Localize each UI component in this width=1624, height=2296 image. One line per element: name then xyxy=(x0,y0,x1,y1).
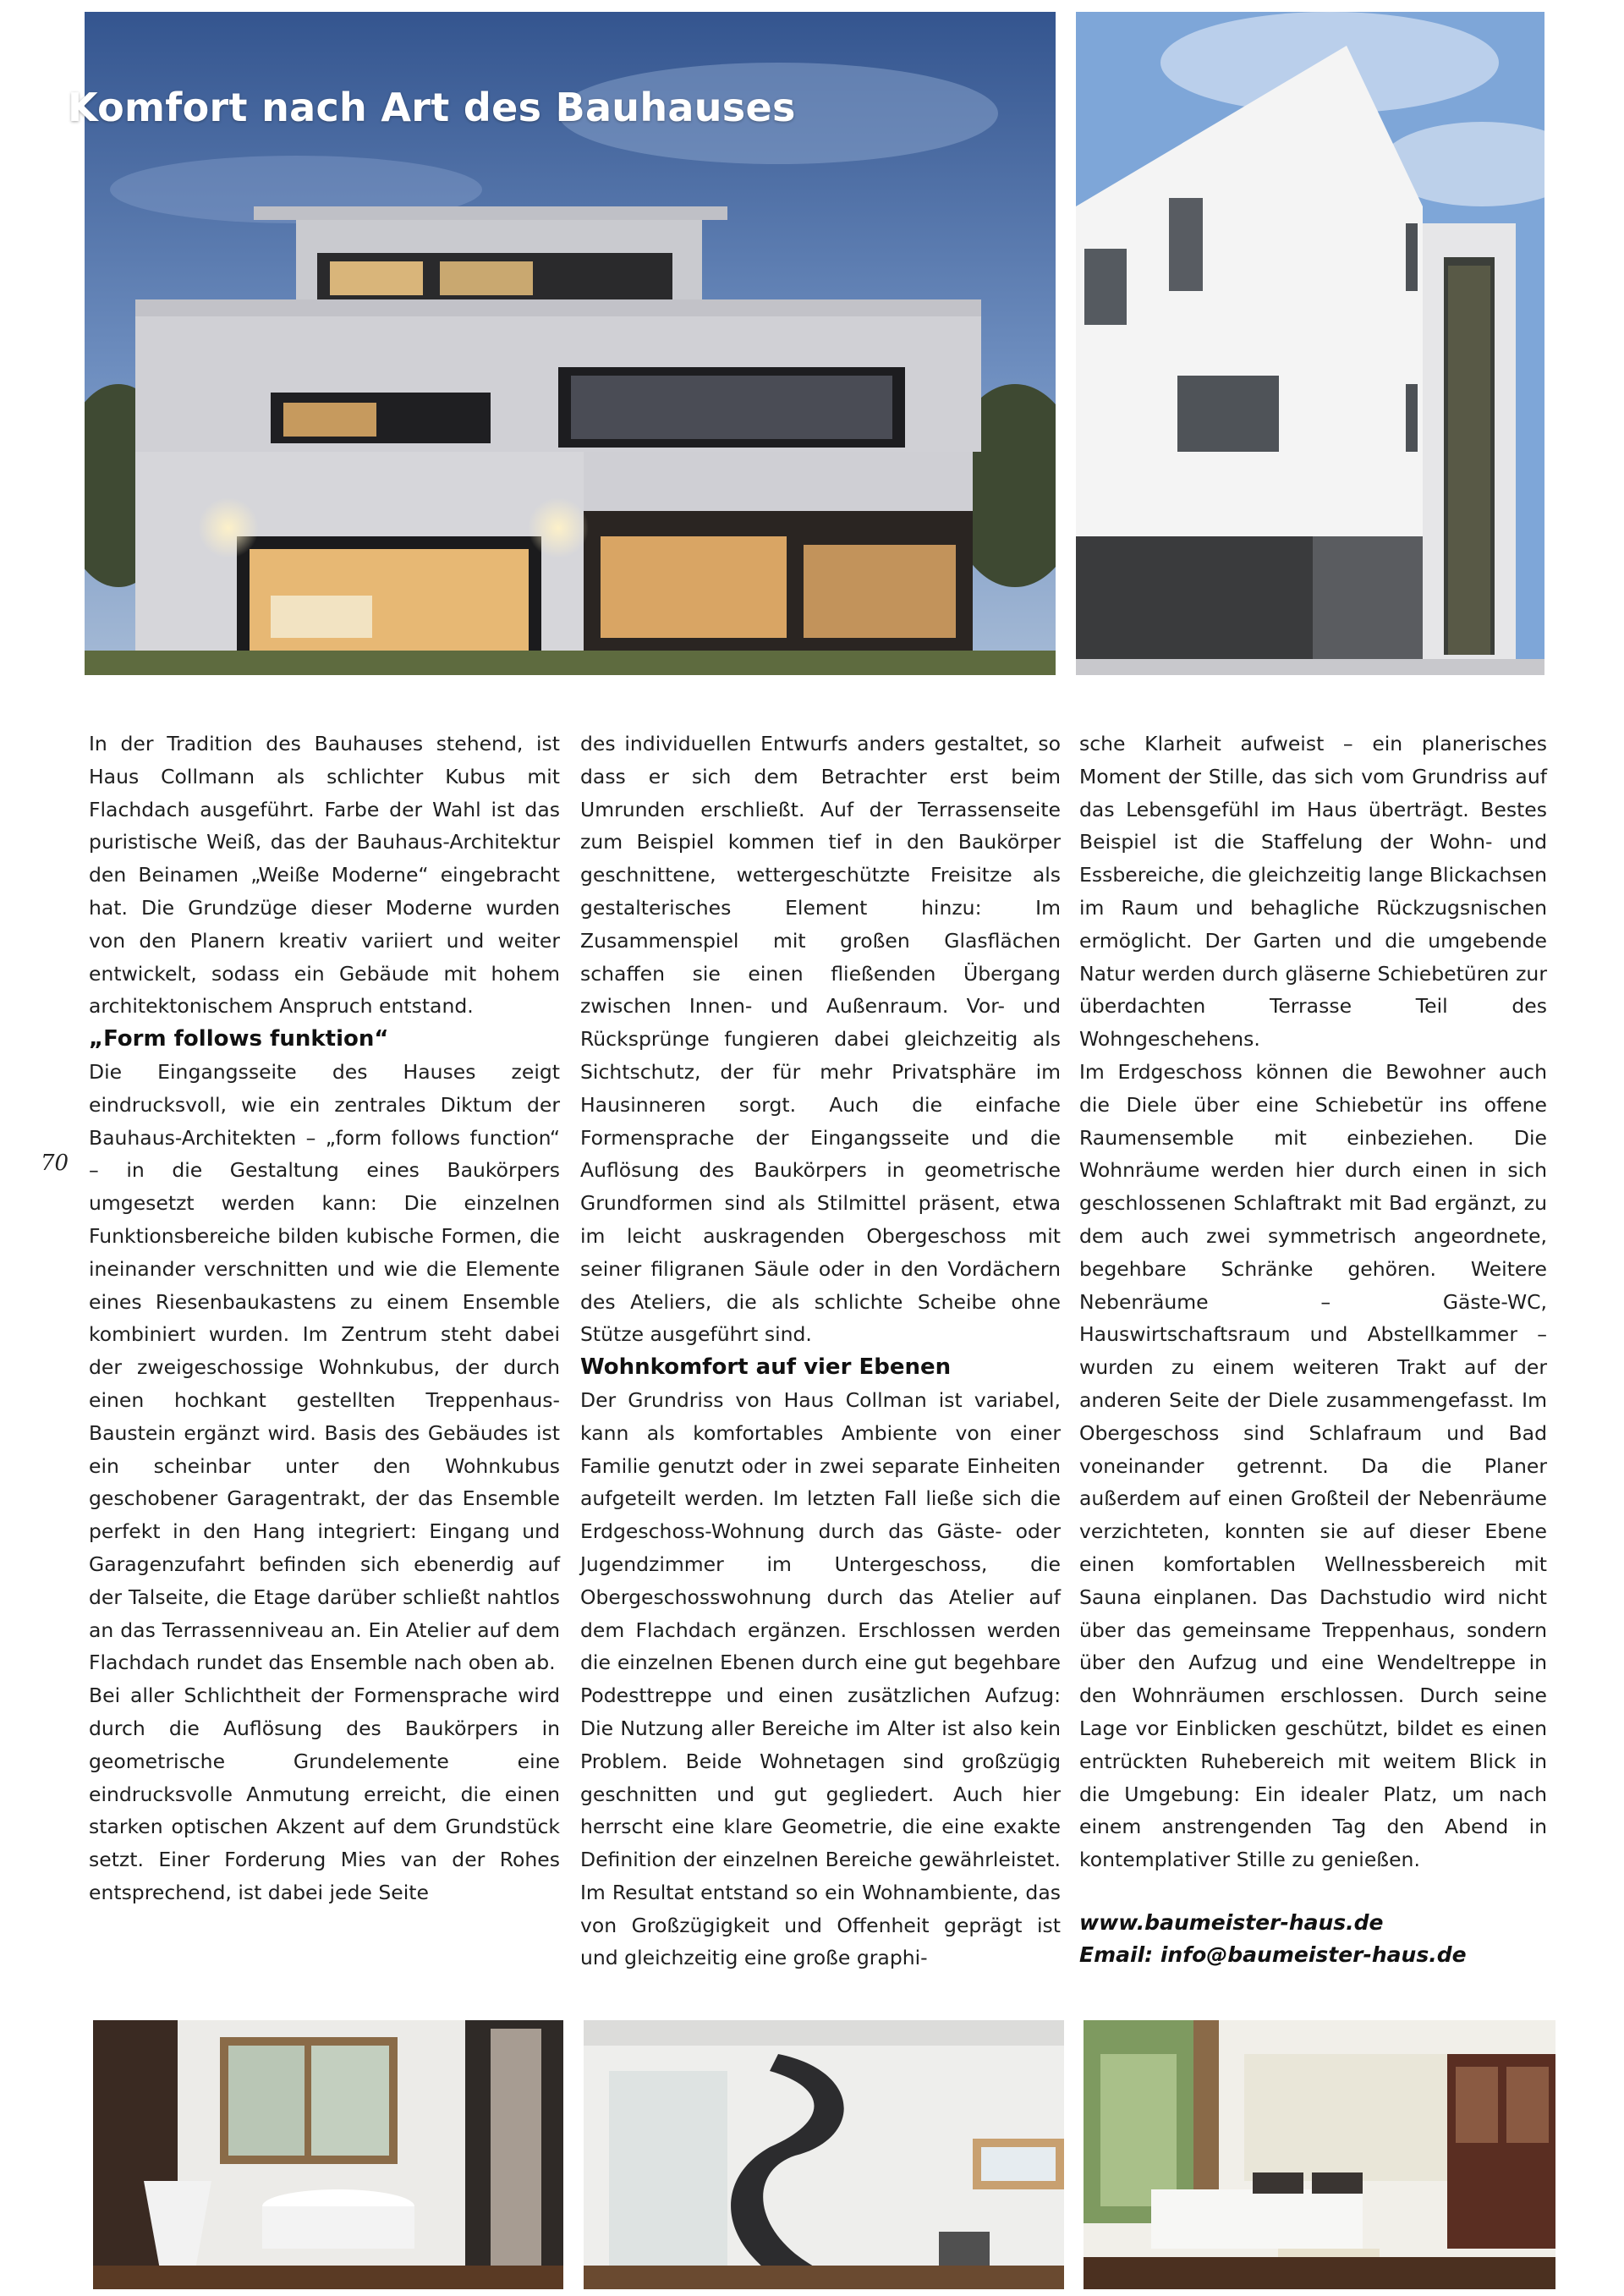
page-number: 70 xyxy=(41,1151,69,1176)
bathroom-photo xyxy=(93,2020,563,2289)
text-column-3 xyxy=(1079,728,1547,1971)
paragraph: Bei aller Schlichtheit der Formensprache wird durch die Auflösung des Baukörpers in geometrische Grundelemente eine eindrucksvolle Anmutung erreicht, die einen starken optischen Akzent auf dem Grundstück setzt. Einer Forderung Mies van der Rohes entsprechend, ist dabei jede Seite xyxy=(89,1684,560,1904)
email-link[interactable]: Email: info@baumeister-haus.de xyxy=(1079,1942,1467,1967)
living-room-image xyxy=(1084,2020,1555,2289)
paragraph: Im Erdgeschoss können die Bewohner auch die Diele über eine Schiebetür ins offene Raumensemble mit einbeziehen. Die Wohnräume werden hier durch einen in sich geschlossenen Schlaftrakt mit Bad ergänzt, zu dem auch zwei symmetrisch angeordnete, begehbare Schränke gehören. Weitere Nebenräume – Gäste-WC, Hauswirtschaftsraum und Abstellkammer – wurden zu einem weiteren Trakt auf der anderen Seite der Diele zusammengefasst. Im Obergeschoss sind Schlafraum und Bad voneinander getrennt. Da die Planer außerdem auf einen Großteil der Nebenräume verzichteten, konnten sie auf dieser Ebene einen komfortablen Wellnessbereich mit Sauna einplanen. Das Dachstudio wird nicht über das gemeinsame Treppenhaus, sondern über den Aufzug und eine Wendeltreppe in den Wohnräumen erschlossen. Durch seine Lage vor Einblicken geschützt, bildet es einen entrückten Ruhebereich mit weitem Blick in die Umgebung: Ein idealer Platz, um nach einem anstrengenden Tag den Abend in kontemplativer Stille zu genießen. xyxy=(1079,1059,1547,1872)
article-title: Komfort nach Art des Bauhauses xyxy=(68,85,796,130)
white-facade-image xyxy=(1076,12,1544,675)
side-photo xyxy=(1076,12,1544,675)
staircase-photo xyxy=(584,2020,1064,2289)
bathroom-image xyxy=(93,2020,563,2289)
text-column-1 xyxy=(89,728,560,1909)
paragraph: Der Grundriss von Haus Collman ist variabel, kann als komfortables Ambiente von einer Familie genutzt oder in zwei separate Einheiten aufgeteilt werden. Im letzten Fall ließe sich die Erdgeschoss-Wohnung durch das Gäste- oder Jugendzimmer im Untergeschoss, die Obergeschosswohnung durch das Atelier auf dem Flachdach ergänzen. Erschlossen werden die einzelnen Ebenen durch eine gut begehbare Podesttreppe und einen zusätzlichen Aufzug: Die Nutzung aller Bereiche im Alter ist also kein Problem. Beide Wohnetagen sind großzügig geschnitten und gut gegliedert. Auch hier herrscht eine klare Geometrie, die eine exakte Definition der einzelnen Bereiche gewährleistet. Im Resultat entstand so ein Wohnambiente, das von Großzügigkeit und Offenheit geprägt ist und gleichzeitig eine große graphi- xyxy=(580,1387,1061,1970)
website-link[interactable]: www.baumeister-haus.de xyxy=(1079,1909,1384,1935)
paragraph: In der Tradition des Bauhauses stehend, ist Haus Collmann als schlichter Kubus mit Flachdach ausgeführt. Farbe der Wahl ist das puristische Weiß, das der Bauhaus-Architektur den Beinamen „Weiße Moderne“ eingebracht hat. Die Grundzüge dieser Moderne wurden von den Planern kreativ variiert und weiter entwickelt, sodass ein Gebäude mit hohem architektonischem Anspruch entstand. xyxy=(89,732,560,1019)
contact-block xyxy=(1079,1907,1547,1971)
spiral-staircase-image xyxy=(584,2020,1064,2289)
subheading: „Form follows funktion“ xyxy=(89,1026,389,1052)
paragraph: des individuellen Entwurfs anders gestaltet, so dass er sich dem Betrachter erst beim Umrunden erschließt. Auf der Terrassenseite zum Beispiel kommen tief in den Baukörper geschnittene, wettergeschützte Freisitze als gestalterisches Element hinzu: Im Zusammenspiel mit großen Glasflächen schaffen sie einen fließenden Übergang zwischen Innen- und Außenraum. Vor- und Rücksprünge fungieren dabei gleichzeitig als Sichtschutz, der für mehr Privatsphäre im Hausinneren sorgt. Auch die einfache Formensprache der Eingangsseite und die Auflösung des Baukörpers in geometrische Grundformen sind als Stilmittel präsent, etwa im leicht auskragenden Obergeschoss mit seiner filigranen Säule oder in den Vordächern des Ateliers, die als schlichte Scheibe ohne Stütze ausgeführt sind. xyxy=(580,732,1061,1347)
paragraph: Die Eingangsseite des Hauses zeigt eindrucksvoll, wie ein zentrales Diktum der Bauhaus-Architekten – „form follows function“ – in die Gestaltung eines Baukörpers umgesetzt werden kann: Die einzelnen Funktionsbereiche bilden kubische Formen, die ineinander verschnitten und wie die Elemente eines Riesenbaukastens zu einem Ensemble kombiniert wurden. Im Zentrum steht dabei der zweigeschossige Wohnkubus, der durch einen hochkant gestellten Treppenhaus-Baustein ergänzt wird. Basis des Gebäudes ist ein scheinbar unter den Wohnkubus geschobener Garagentrakt, der das Ensemble perfekt in den Hang integriert: Eingang und Garagenzufahrt befinden sich ebenerdig auf der Talseite, die Etage darüber schließt nahtlos an das Terrassenniveau an. Ein Atelier auf dem Flachdach rundet das Ensemble nach oben ab. xyxy=(89,1059,560,1675)
paragraph: sche Klarheit aufweist – ein planerisches Moment der Stille, das sich vom Grundriss auf das Lebensgefühl im Haus überträgt. Bestes Beispiel ist die Staffelung der Wohn- und Essbereiche, die gleichzeitig lange Blickachsen im Raum und behagliche Rückzugsnischen ermöglicht. Der Garten und die umgebende Natur werden durch gläserne Schiebetüren zur überdachten Terrasse Teil des Wohngeschehens. xyxy=(1079,732,1547,1052)
text-column-2 xyxy=(580,728,1061,1975)
subheading: Wohnkomfort auf vier Ebenen xyxy=(580,1354,952,1381)
living-room-photo xyxy=(1084,2020,1555,2289)
